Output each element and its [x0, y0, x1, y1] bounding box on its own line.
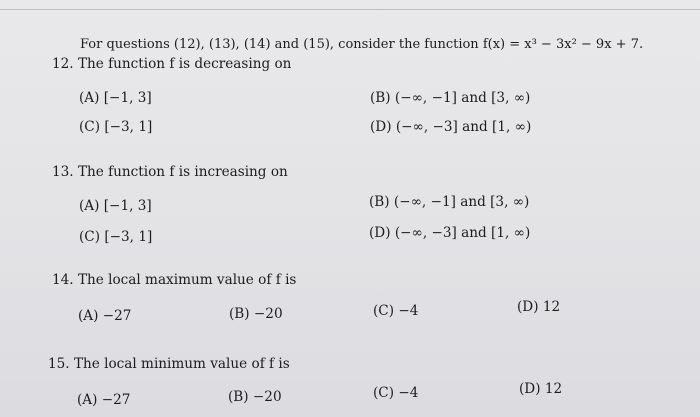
question-stem: The local minimum value of f is [73, 356, 290, 372]
q15-option-b: (B) −20 [228, 389, 282, 405]
q13-option-d: (D) (−∞, −3] and [1, ∞) [369, 225, 531, 241]
question-15 [48, 356, 290, 372]
q15-option-d: (D) 12 [519, 381, 563, 397]
question-stem: The function f is decreasing on [77, 56, 292, 72]
q12-option-d: (D) (−∞, −3] and [1, ∞) [370, 119, 532, 135]
question-number: 13. [52, 164, 74, 180]
q14-option-a: (A) −27 [78, 308, 132, 324]
q14-option-b: (B) −20 [229, 306, 283, 322]
question-13 [52, 164, 288, 180]
q12-option-b: (B) (−∞, −1] and [3, ∞) [370, 90, 531, 106]
q15-option-c: (C) −4 [373, 385, 419, 401]
q13-option-b: (B) (−∞, −1] and [3, ∞) [369, 194, 530, 210]
question-number: 15. [48, 356, 70, 372]
q13-option-c: (C) [−3, 1] [79, 229, 153, 245]
q12-option-c: (C) [−3, 1] [79, 119, 153, 135]
q15-option-a: (A) −27 [77, 392, 131, 408]
question-12 [52, 56, 291, 72]
intro-text: For questions (12), (13), (14) and (15), consider the function f(x) = x³ − 3x² − 9x + 7. [80, 37, 644, 52]
q12-option-a: (A) [−1, 3] [79, 90, 152, 106]
page-top-rule [0, 9, 700, 10]
question-stem: The function f is increasing on [77, 164, 288, 180]
q14-option-d: (D) 12 [517, 299, 561, 315]
q13-option-a: (A) [−1, 3] [79, 198, 152, 214]
question-14 [52, 272, 296, 288]
question-number: 12. [52, 56, 74, 72]
q14-option-c: (C) −4 [373, 303, 419, 319]
question-stem: The local maximum value of f is [77, 272, 297, 288]
question-number: 14. [52, 272, 74, 288]
